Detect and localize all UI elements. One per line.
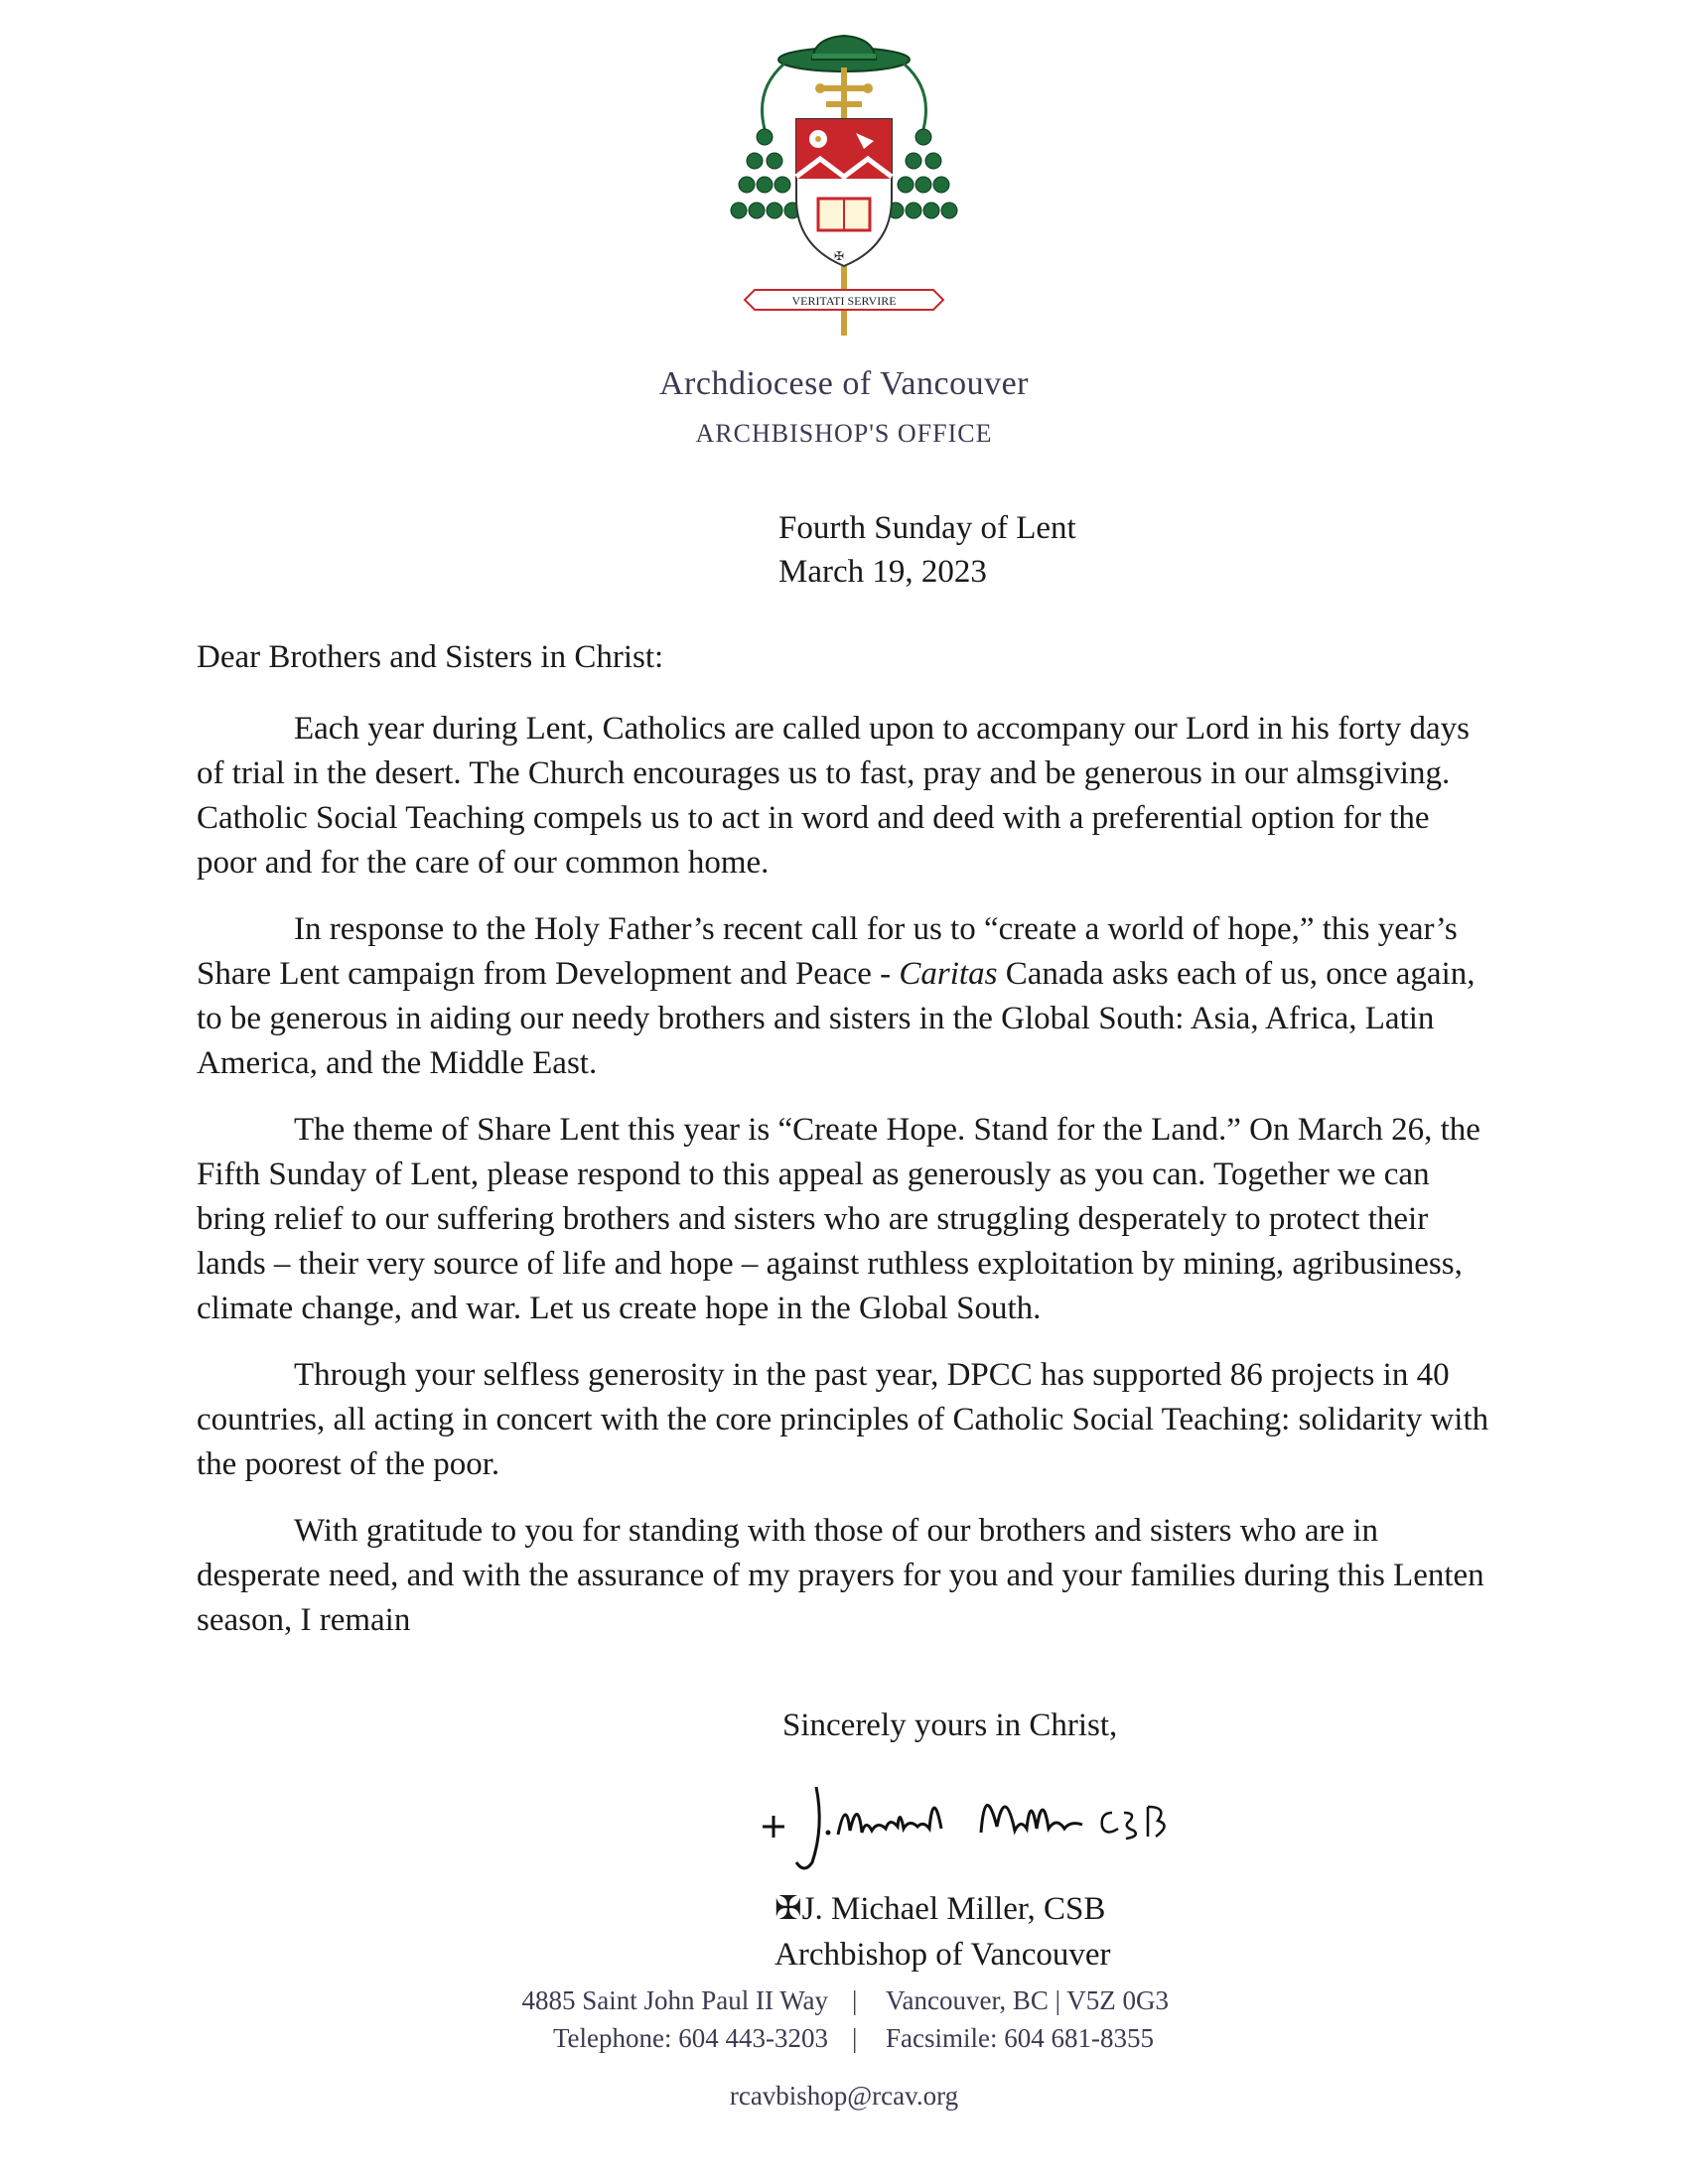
date-occasion: Fourth Sunday of Lent — [778, 510, 1076, 546]
date-block — [778, 506, 1076, 594]
office-name: ARCHBISHOP'S OFFICE — [695, 419, 993, 448]
footer-separator: | — [852, 1985, 858, 2015]
signer-name-line — [774, 1886, 1110, 1932]
footer-facsimile: Facsimile: 604 681-8355 — [886, 2023, 1154, 2053]
paragraph-4: Through your selfless generosity in the past year, DPCC has supported 86 projects in 40 countries, all acting in concert with the core principles of Catholic Social Teaching: solidarity with the poorest of the poor. — [197, 1357, 1489, 1482]
coat-of-arms-icon — [725, 30, 963, 347]
paragraph-2-text-b: Canada asks each of us, once again, to be generous in aiding our needy brothers and sisters in the Global South: Asia, Africa, Latin America, and the Middle East. — [197, 956, 1476, 1081]
svg-text:✠: ✠ — [834, 249, 845, 263]
signer-title: Archbishop of Vancouver — [774, 1937, 1111, 1973]
paragraph-1: Each year during Lent, Catholics are called upon to accompany our Lord in his forty days of trial in the desert. The Church encourages us to fast, pray and be generous in our almsgiving. Catholic Social Teaching compels us to act in word and deed with a preferential option for the poor and for the care of our common home. — [197, 711, 1470, 881]
footer-row-phone — [0, 2023, 1688, 2063]
salutation: Dear Brothers and Sisters in Christ: — [197, 639, 664, 675]
org-name: Archdiocese of Vancouver — [658, 365, 1029, 402]
footer-separator: | — [852, 2023, 858, 2053]
motto: VERITATI SERVIRE — [791, 294, 897, 308]
footer-row-address — [0, 1985, 1688, 2025]
paragraph-2-text-a: In response to the Holy Father’s recent call for us to “create a world of hope,” this year’s Share Lent campaign from Development and Peace - — [197, 911, 1458, 992]
footer-address: 4885 Saint John Paul II Way — [521, 1985, 828, 2015]
cross-icon: ✠ — [774, 1891, 802, 1927]
signer-block — [774, 1886, 1110, 1978]
paragraph-3: The theme of Share Lent this year is “Create Hope. Stand for the Land.” On March 26, the Fifth Sunday of Lent, please respond to this appeal as generously as you can. Together we can bring relief to our suffering brothers and sisters who are struggling desperately to protect their lands – their very source of life and hope – against ruthless exploitation by mining, agribusiness, climate change, and war. Let us create hope in the Global South. — [197, 1112, 1480, 1326]
paragraph-5: With gratitude to you for standing with those of our brothers and sisters who are in desperate need, and with the assurance of my prayers for you and your families during this Lenten season, I remain — [197, 1513, 1484, 1638]
footer-telephone: Telephone: 604 443-3203 — [552, 2023, 828, 2053]
closing: Sincerely yours in Christ, — [782, 1707, 1118, 1743]
paragraph-2-italic: Caritas — [899, 956, 998, 992]
footer-email[interactable]: rcavbishop@rcav.org — [729, 2081, 959, 2111]
handwritten-signature-icon — [755, 1767, 1271, 1876]
footer-city: Vancouver, BC | V5Z 0G3 — [886, 1985, 1170, 2015]
paragraph-2 — [197, 907, 1497, 1086]
date-line: March 19, 2023 — [778, 554, 987, 590]
letter-body — [197, 707, 1497, 1665]
signer-name: J. Michael Miller, CSB — [801, 1891, 1106, 1927]
